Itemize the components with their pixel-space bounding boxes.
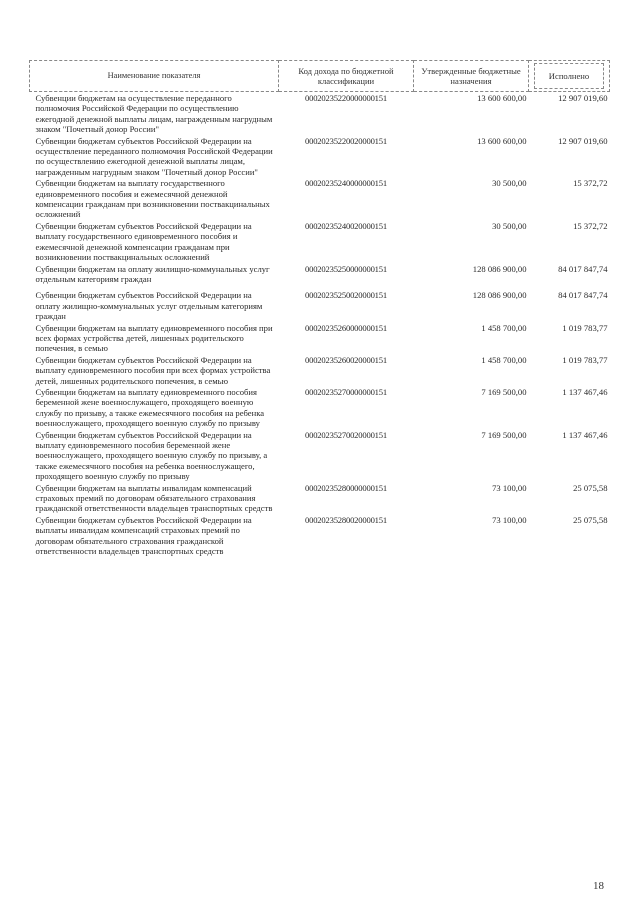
header-executed-label: Исполнено: [534, 63, 604, 89]
row-code: 00020235280000000151: [305, 482, 387, 493]
row-executed: 84 017 847,74: [558, 263, 608, 274]
table-row: [30, 92, 610, 135]
row-approved: 128 086 900,00: [472, 290, 527, 301]
row-name: Субвенции бюджетам субъектов Российской Федерации на выплату государственного единовременного пособия и ежемесячной денежной компенсации гражданам при возникновении поствакцинальных осложнений: [35, 220, 252, 263]
row-executed: 12 907 019,60: [558, 135, 608, 146]
row-approved: 1 458 700,00: [481, 322, 527, 333]
row-executed: 12 907 019,60: [558, 93, 608, 103]
row-name: Субвенции бюджетам субъектов Российской Федерации на осуществление переданного полномочия Российской Федерации по осуществлению ежегодной денежной выплаты лицам, награжденным нагрудным знаком "Почетный донор России": [35, 135, 273, 177]
row-code: 00020235220020000151: [305, 135, 387, 146]
row-approved: 30 500,00: [492, 220, 527, 231]
table-row: [30, 135, 610, 178]
row-executed: 25 075,58: [573, 514, 608, 525]
row-name: Субвенции бюджетам на выплату единовременного пособия беременной жене военнослужащего, проходящего военную службу по призыву, а также ежемесячного пособия на ребенка военнослужащего, проходящего военную службу по призыву: [35, 386, 265, 429]
row-approved: 13 600 600,00: [477, 93, 527, 103]
table-row: [30, 177, 610, 220]
table-header: [30, 61, 610, 92]
header-executed: [529, 61, 610, 92]
row-executed: 1 019 783,77: [562, 354, 608, 365]
row-executed: 15 372,72: [573, 220, 608, 231]
header-income-code: Код дохода по бюджетной классификации: [279, 61, 414, 92]
table-row: [30, 386, 610, 429]
row-approved: 30 500,00: [492, 178, 527, 189]
row-approved: 73 100,00: [492, 482, 527, 493]
row-code: 00020235270020000151: [305, 429, 387, 440]
row-name: Субвенции бюджетам субъектов Российской Федерации на выплаты инвалидам компенсаций страховых премий по договорам обязательного страхования гражданской ответственности владельцев транспортных средств: [35, 514, 252, 557]
row-name: Субвенции бюджетам на осуществление переданного полномочия Российской Федерации по осуществлению ежегодной денежной выплаты лицам, награжденным нагрудным знаком "Почетный донор России": [35, 93, 273, 135]
header-approved-assignments: Утвержденные бюджетные назначения: [414, 61, 529, 92]
row-executed: 1 137 467,46: [562, 386, 608, 397]
row-executed: 1 137 467,46: [562, 429, 608, 440]
row-name: Субвенции бюджетам на выплаты инвалидам компенсаций страховых премий по договорам обязательного страхования гражданской ответственности владельцев транспортных средств: [35, 482, 273, 514]
table-row: [30, 354, 610, 386]
row-executed: 15 372,72: [573, 178, 608, 189]
budget-execution-table: [29, 60, 610, 556]
row-executed: 25 075,58: [573, 482, 608, 493]
row-approved: 1 458 700,00: [481, 354, 527, 365]
row-code: 00020235240020000151: [305, 220, 387, 231]
row-name: Субвенции бюджетам субъектов Российской Федерации на оплату жилищно-коммунальных услуг отдельным категориям граждан: [35, 290, 263, 322]
table-row: [30, 322, 610, 354]
row-name: Субвенции бюджетам на оплату жилищно-коммунальных услуг отдельным категориям граждан: [35, 263, 270, 284]
table-row: [30, 284, 610, 321]
row-name: Субвенции бюджетам на выплату единовременного пособия при всех формах устройства детей, лишенных родительского попечения, в семью: [35, 322, 273, 354]
row-code: 00020235250020000151: [305, 290, 387, 301]
row-code: 00020235260000000151: [305, 322, 387, 333]
table-row: [30, 263, 610, 285]
row-approved: 128 086 900,00: [472, 263, 527, 274]
table-row: [30, 220, 610, 263]
row-executed: 1 019 783,77: [562, 322, 608, 333]
row-approved: 7 169 500,00: [481, 429, 527, 440]
row-name: Субвенции бюджетам субъектов Российской Федерации на выплату единовременного пособия при всех формах устройства детей, лишенных родительского попечения, в семью: [35, 354, 271, 386]
row-code: 00020235250000000151: [305, 263, 387, 274]
row-code: 00020235260020000151: [305, 354, 387, 365]
row-approved: 13 600 600,00: [477, 135, 527, 146]
table-row: [30, 429, 610, 482]
row-name: Субвенции бюджетам субъектов Российской Федерации на выплату единовременного пособия беременной жене военнослужащего, проходящего военную службу по призыву, а также ежемесячного пособия на ребенка военнослужащего, проходящего военную службу по призыву: [35, 429, 268, 482]
page-number: 18: [593, 880, 604, 892]
table-row: [30, 514, 610, 557]
row-code: 00020235220000000151: [305, 93, 387, 103]
row-code: 00020235240000000151: [305, 178, 387, 189]
row-executed: 84 017 847,74: [558, 290, 608, 301]
row-approved: 73 100,00: [492, 514, 527, 525]
row-code: 00020235280020000151: [305, 514, 387, 525]
row-name: Субвенции бюджетам на выплату государственного единовременного пособия и ежемесячной денежной компенсации гражданам при возникновении поствакцинальных осложнений: [35, 178, 270, 220]
table-row: [30, 482, 610, 514]
header-indicator-name: Наименование показателя: [30, 61, 279, 92]
row-code: 00020235270000000151: [305, 386, 387, 397]
row-approved: 7 169 500,00: [481, 386, 527, 397]
